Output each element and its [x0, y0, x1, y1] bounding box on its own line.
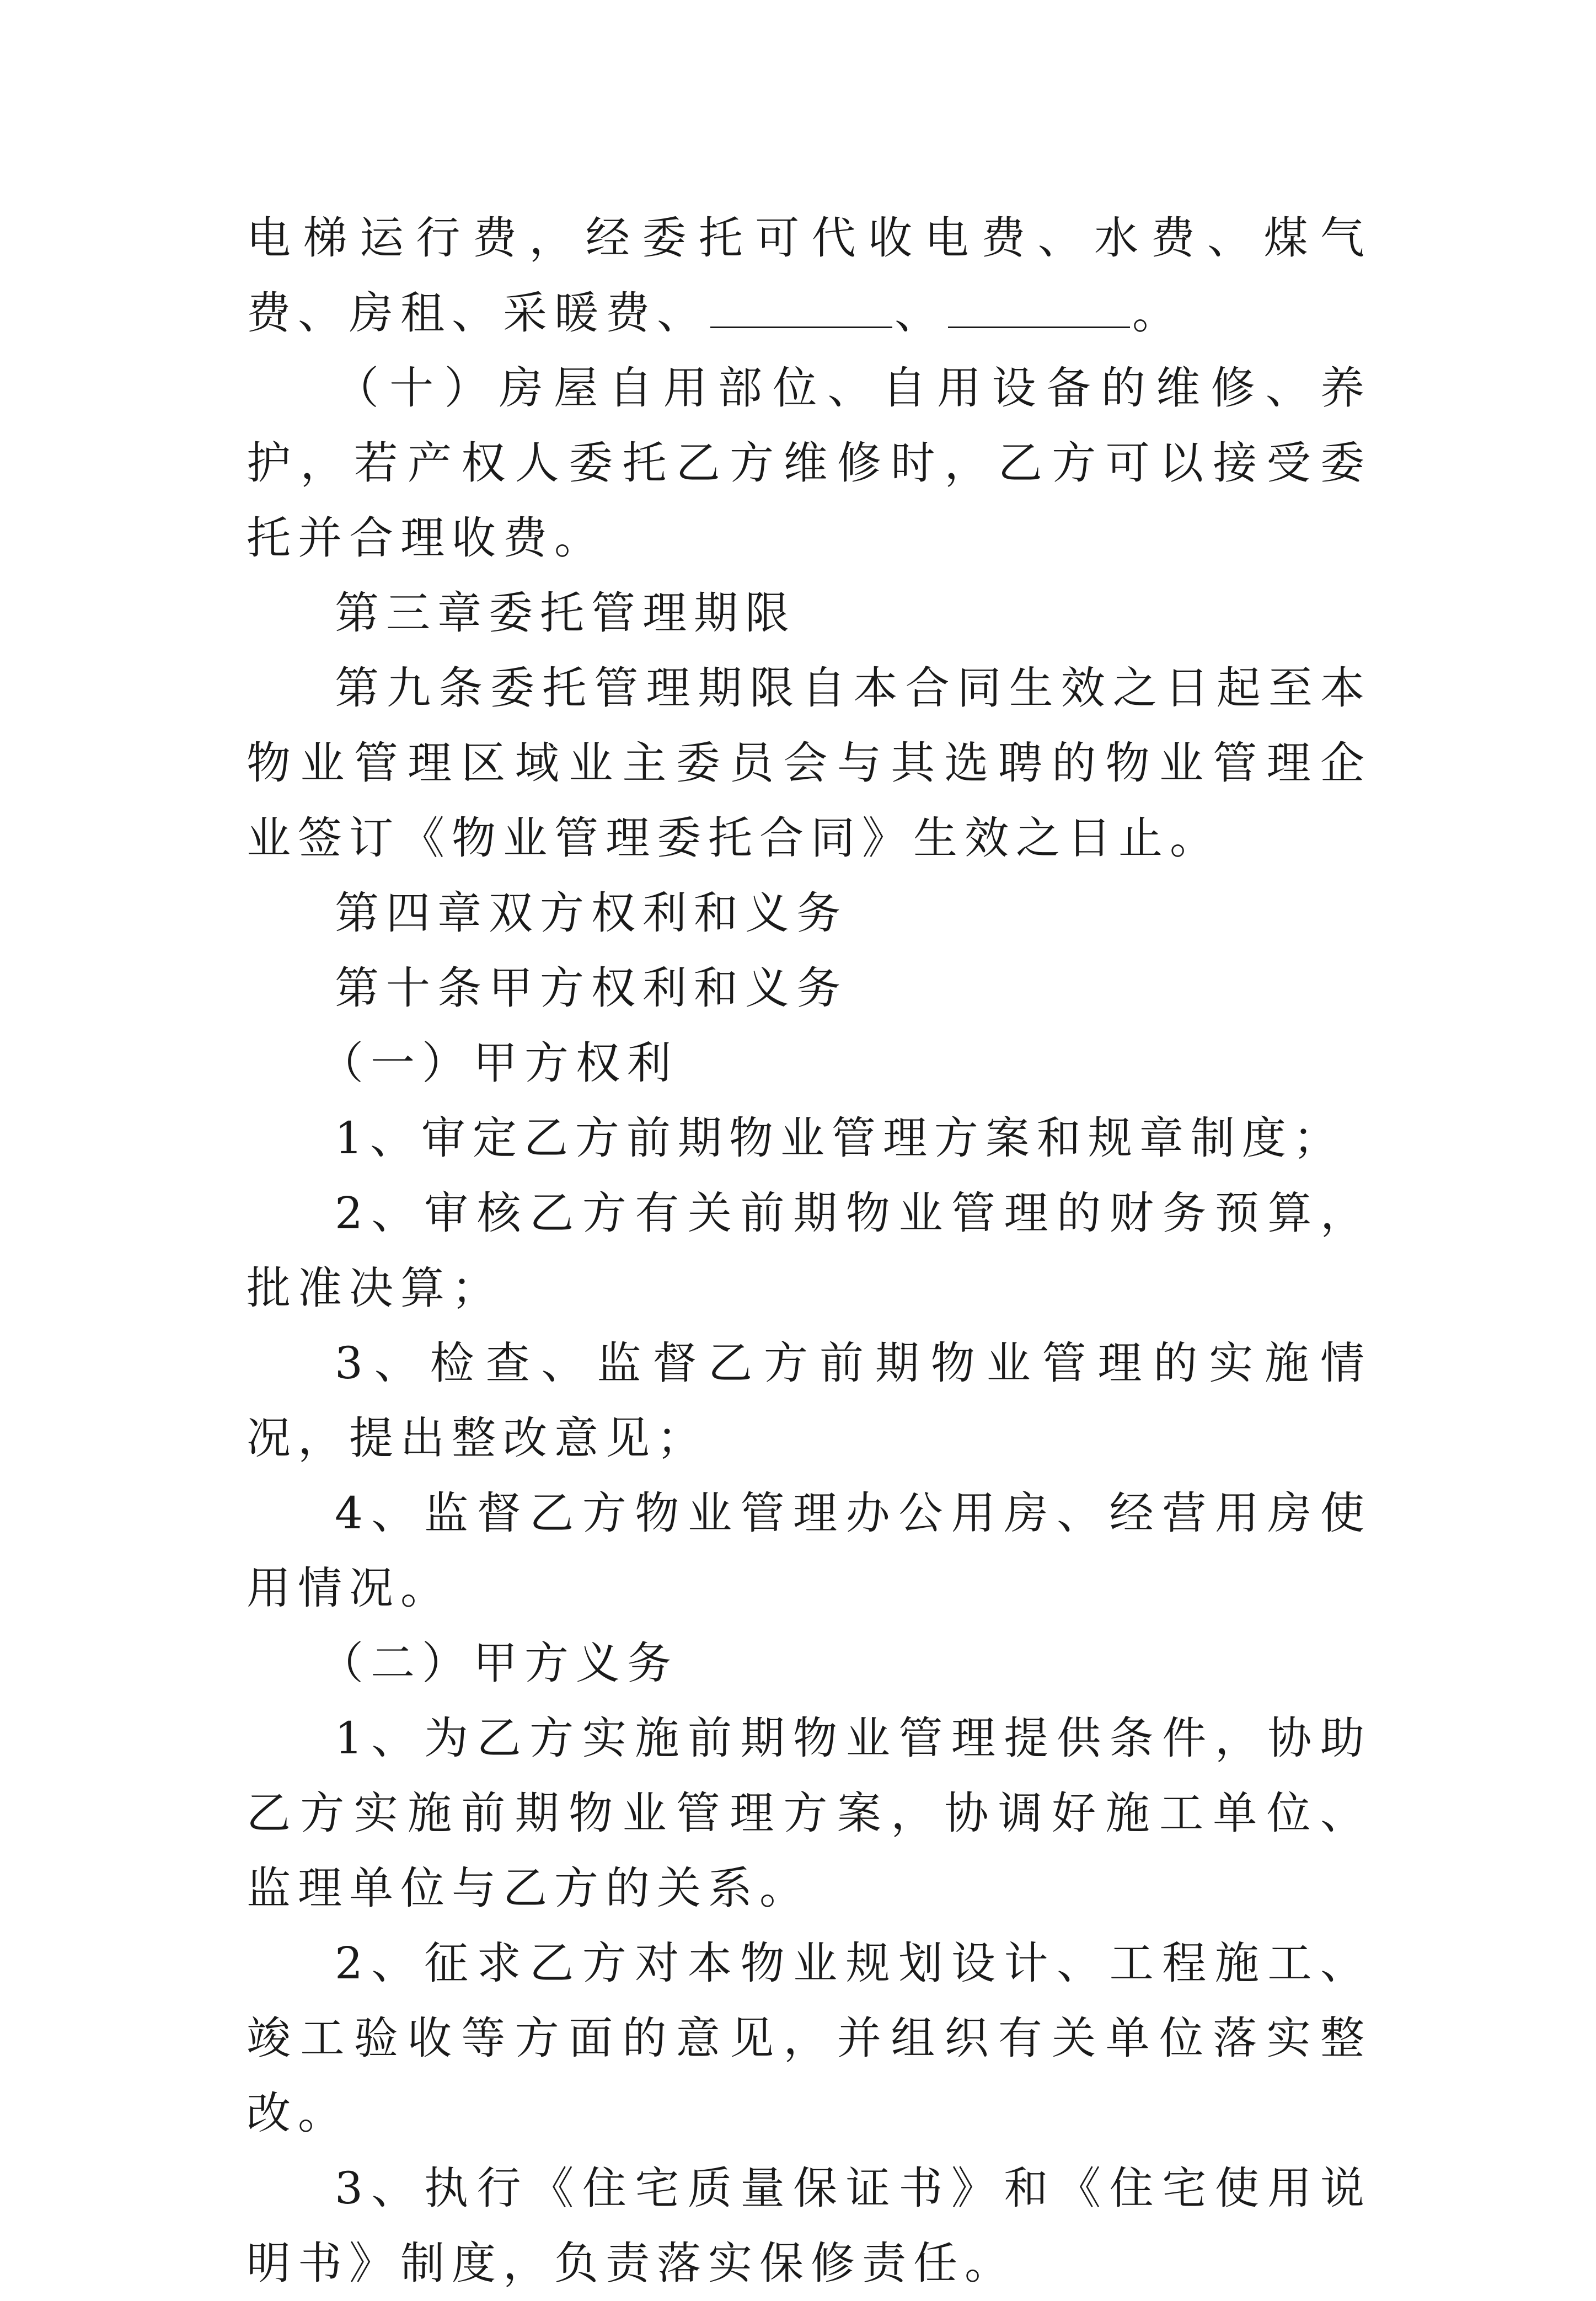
paragraph-item-ten: （十）房屋自用部位、自用设备的维修、养护，若产权人委托乙方维修时，乙方可以接受委托并合理收费。 [247, 362, 1372, 564]
list-item: 4、监督乙方物业管理办公用房、经营用房使用情况。 [247, 1487, 1372, 1614]
list-item: 2、审核乙方有关前期物业管理的财务预算，批准决算； [247, 1187, 1372, 1314]
fill-in-blank [710, 293, 892, 328]
list-item: 1、为乙方实施前期物业管理提供条件，协助乙方实施前期物业管理方案，协调好施工单位、监理单位与乙方的关系。 [247, 1713, 1372, 1914]
paragraph-fees-continuation [247, 201, 1372, 351]
chapter-heading: 第三章委托管理期限 [335, 587, 796, 639]
section-heading: （一）甲方权利 [319, 1037, 678, 1089]
list-item: 1、审定乙方前期物业管理方案和规章制度； [335, 1112, 1345, 1164]
chapter-heading: 第四章双方权利和义务 [335, 887, 848, 939]
paragraph-text: 。 [1132, 287, 1183, 339]
section-heading: （二）甲方义务 [319, 1638, 678, 1689]
article-ten-heading: 第十条甲方权利和义务 [335, 962, 848, 1014]
document-body [247, 201, 1372, 2301]
fill-in-blank [948, 293, 1130, 328]
list-item: 3、执行《住宅质量保证书》和《住宅使用说明书》制度，负责落实保修责任。 [247, 2163, 1372, 2289]
separator-text: 、 [895, 287, 946, 339]
list-item: 2、征求乙方对本物业规划设计、工程施工、竣工验收等方面的意见，并组织有关单位落实整改。 [247, 1938, 1372, 2139]
article-nine: 第九条委托管理期限自本合同生效之日起至本物业管理区域业主委员会与其选聘的物业管理企业签订《物业管理委托合同》生效之日止。 [247, 662, 1372, 864]
paragraph-text: 电梯运行费，经委托可代收电费、水费、煤气费、房租、采暖费、 [247, 212, 1372, 339]
list-item: 3、检查、监督乙方前期物业管理的实施情况，提出整改意见； [247, 1337, 1372, 1464]
